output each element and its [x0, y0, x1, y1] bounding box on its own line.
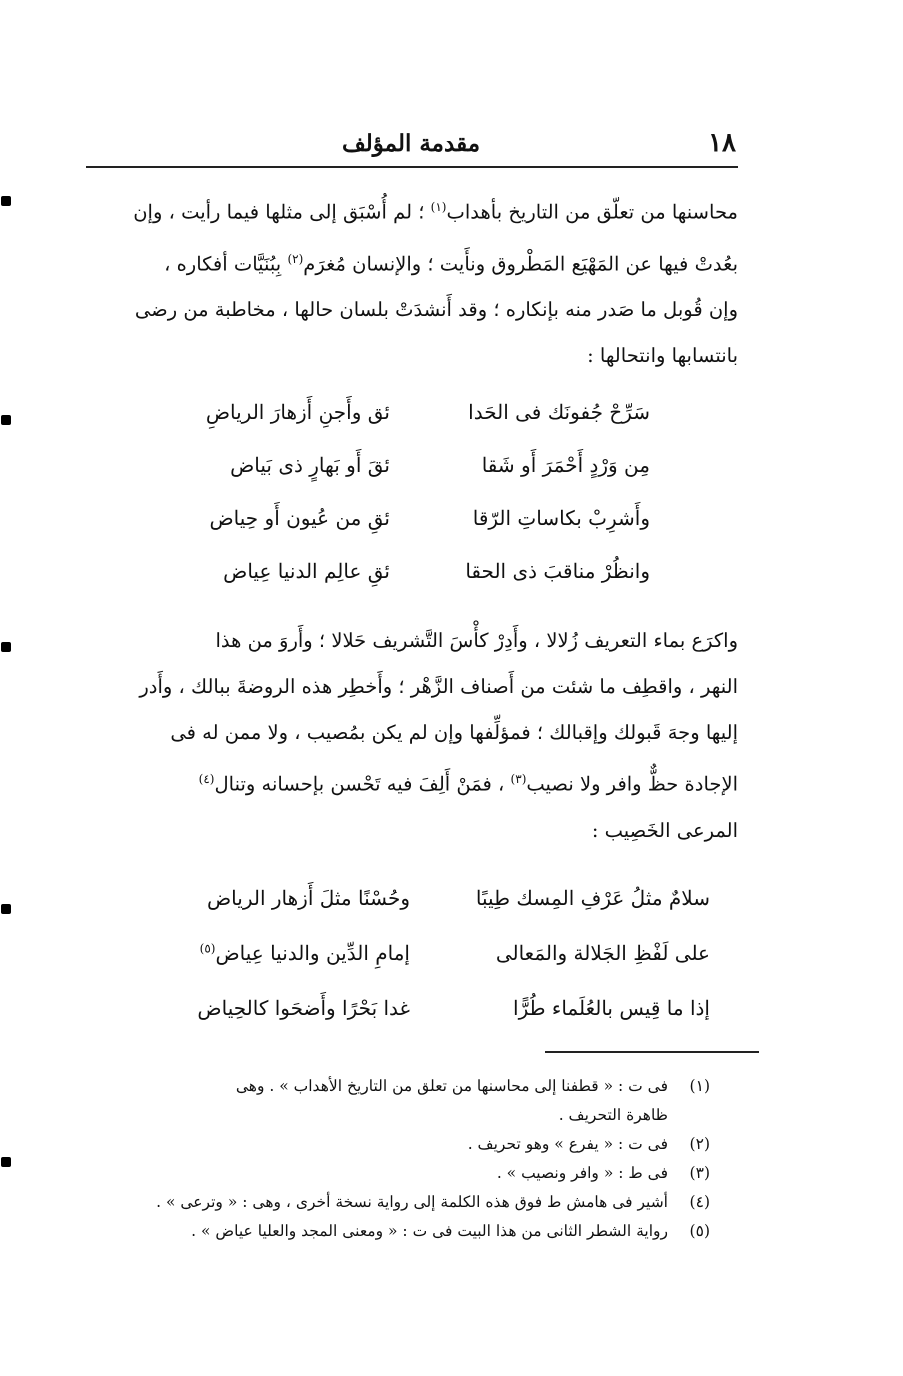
footnote-text: فى ت : « يفرع » وهو تحريف . — [467, 1135, 668, 1153]
header-rule — [86, 166, 738, 168]
binding-mark — [1, 1157, 11, 1167]
footnote-text: فى ت : « قطفنا إلى محاسنها من تعلق من التاريخ الأهداب » . وهى — [235, 1077, 668, 1095]
paragraph-text: بِبُنَيَّات أفكاره ، — [164, 252, 282, 275]
paragraph-text: محاسنها من تعلّق من التاريخ بأهداب — [446, 200, 738, 224]
paragraph-2 — [96, 618, 738, 854]
paragraph-line: بانتسابها وانتحالها : — [587, 344, 738, 367]
verse-first-hemistich: وانظُرْ مناقبَ ذى الحقا — [465, 559, 650, 583]
footnotes — [100, 1072, 710, 1246]
footnote-item — [100, 1072, 710, 1130]
verse-second-hemistich: ئق وأَجنِ أَزهارَ الرياضِ — [205, 400, 390, 424]
footnote-text: فى ط : « وافر ونصيب » . — [496, 1164, 668, 1182]
page-number: ١٨ — [708, 128, 736, 158]
footnote-item — [100, 1217, 710, 1246]
footnote-item — [100, 1188, 710, 1217]
footnote-ref[interactable]: (٢) — [287, 251, 304, 266]
verse-first-hemistich: وأَشرِبْ بكاساتِ الرّقا — [472, 506, 650, 530]
footnote-ref[interactable]: (١) — [430, 200, 447, 214]
paragraph-line — [96, 756, 738, 808]
binding-mark — [1, 642, 11, 652]
footnote-ref[interactable]: (٤) — [198, 772, 215, 786]
verse-second-hemistich: ئقِ من عُيون أَو حِياض — [209, 506, 390, 530]
paragraph-text: الإجادة حظٌّ وافر ولا نصيب — [526, 772, 738, 796]
paragraph-line: المرعى الخَصِيب : — [591, 818, 738, 842]
footnote-text-continued: ظاهرة التحريف . — [558, 1106, 668, 1124]
footnote-text: رواية الشطر الثانى من هذا البيت فى ت : « ومعنى المجد والعليا عياض » . — [191, 1222, 668, 1240]
paragraph-text: ؛ لم أُسْبَق إلى مثلها فيما رأيت ، وإن — [133, 200, 425, 224]
paragraph-text: ، فمَنْ أَلِفَ فيه تَحْسن بإحسانه وتنال — [214, 772, 505, 796]
verse-first-hemistich: مِن وَرْدٍ أَحْمَرَ أَو شَقا — [481, 453, 650, 477]
footnote-number: (٢) — [689, 1135, 710, 1153]
poem-verse — [150, 453, 650, 506]
footnote-rule — [545, 1051, 759, 1053]
paragraph-text: بعُدتْ فيها عن المَهْيَع المَطْروق ونأَيت ؛ والإنسان مُغرَم — [303, 252, 738, 275]
verse-second-hemistich: ئقَ أَو بَهارٍ ذى بَياض — [230, 453, 390, 477]
footnote-text: أشير فى هامش ط فوق هذه الكلمة إلى رواية نسخة أخرى ، وهى : « وترعى » . — [156, 1193, 668, 1211]
footnote-item — [100, 1130, 710, 1159]
footnote-ref[interactable]: (٥) — [199, 941, 216, 956]
paragraph-line: إليها وجهَ قَبولك وإقبالك ؛ فمؤلِّفها وإن لم يكن بمُصيب ، ولا ممن له فى — [170, 721, 738, 744]
paragraph-line — [96, 184, 738, 236]
verse-second-hemistich: ئقِ عالِم الدنيا عِياض — [223, 559, 390, 583]
verse-second-hemistich: غدا بَحْرًا وأَضحَوا كالحِياض — [197, 996, 410, 1020]
poem-verse — [150, 941, 710, 996]
poem-verse — [150, 886, 710, 941]
page-header — [86, 128, 736, 162]
footnote-number: (٥) — [689, 1222, 710, 1240]
verse-first-hemistich: سَرِّحْ جُفونَك فى الحَدا — [468, 400, 650, 424]
paragraph-line — [96, 236, 738, 288]
hemistich-text: إمامِ الدِّين والدنيا عِياض — [215, 941, 410, 965]
binding-mark — [1, 196, 11, 206]
footnote-item — [100, 1159, 710, 1188]
paragraph-line: واكرَع بماء التعريف زُلالا ، وأَدِرْ كأْسَ التَّشريف حَلالا ؛ وأَروَ من هذا — [215, 629, 738, 652]
verse-second-hemistich: وحُسْنًا مثلَ أَزهار الرياض — [207, 886, 410, 910]
verse-first-hemistich: إذا ما قِيس بالعُلَماء طُرًّا — [513, 996, 710, 1020]
footnote-number: (٤) — [689, 1193, 710, 1211]
verse-first-hemistich: على لَفْظِ الجَلالة والمَعالى — [495, 941, 710, 965]
verse-second-hemistich — [150, 941, 410, 965]
poem-verse — [150, 996, 710, 1051]
footnote-number: (١) — [689, 1077, 710, 1095]
poem-verse — [150, 400, 650, 453]
running-title: مقدمة المؤلف — [341, 130, 481, 157]
binding-mark — [1, 415, 11, 425]
poem-verse — [150, 506, 650, 559]
paragraph-line: النهر ، واقطِف ما شئت من أَصناف الزَّهْر ؛ وأَخطِر هذه الروضةَ ببالك ، وأَدر — [139, 675, 738, 698]
poem-2 — [150, 886, 710, 1051]
paragraph-1 — [96, 184, 738, 379]
poem-1 — [150, 400, 650, 612]
footnote-ref[interactable]: (٣) — [510, 772, 527, 786]
poem-verse — [150, 559, 650, 612]
binding-mark — [1, 904, 11, 914]
paragraph-line: وإن قُوبل ما صَدر منه بإنكاره ؛ وقد أَنشدَتْ بلسان حالها ، مخاطبة من رضى — [134, 298, 738, 321]
footnote-number: (٣) — [689, 1164, 710, 1182]
verse-first-hemistich: سلامٌ مثلُ عَرْفِ المِسك طِيبًا — [475, 886, 710, 910]
